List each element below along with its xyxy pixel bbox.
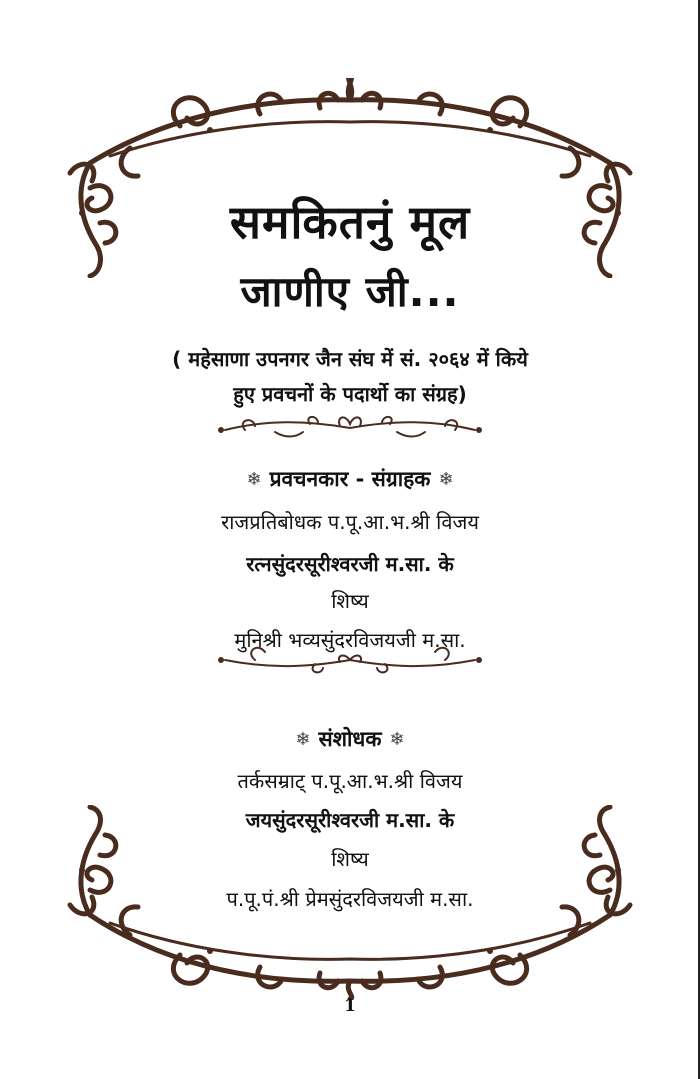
author-line-1: राजप्रतिबोधक प.पू.आ.भ.श्री विजय xyxy=(221,510,479,534)
author-line-4: मुनिश्री भव्यसुंदरविजयजी म.सा. xyxy=(234,628,466,652)
editor-heading-text: संशोधक xyxy=(318,727,382,751)
snowflake-icon: ❄ xyxy=(246,469,262,490)
author-line-2: रत्नसुंदरसूरीश्वरजी म.सा. के xyxy=(246,552,454,576)
subtitle-divider-ornament xyxy=(215,412,485,442)
book-title-line-2: जाणीए जी... xyxy=(240,267,460,316)
editor-line-2: जयसुंदरसूरीश्वरजी म.सा. के xyxy=(245,808,455,832)
editor-line-4: प.पू.पं.श्री प्रेमसुंदरविजयजी म.सा. xyxy=(226,887,474,911)
snowflake-icon: ❄ xyxy=(438,469,454,490)
snowflake-icon: ❄ xyxy=(295,729,311,750)
subtitle-line-1: ( महेसाणा उपनगर जैन संघ में सं. २०६४ में किये xyxy=(172,347,528,371)
editor-line-3: शिष्य xyxy=(331,847,369,871)
editor-line-1: तर्कसम्राट् प.पू.आ.भ.श्री विजय xyxy=(237,769,463,793)
author-heading-text: प्रवचनकार - संग्राहक xyxy=(269,467,431,491)
subtitle-line-2: हुए प्रवचनों के पदार्थो का संग्रह) xyxy=(233,382,467,406)
page-number: 1 xyxy=(344,996,356,1016)
author-line-3: शिष्य xyxy=(331,589,369,613)
snowflake-icon: ❄ xyxy=(389,729,405,750)
editor-heading xyxy=(0,725,700,753)
book-title-line-1: समकितनुं मूल xyxy=(229,195,471,249)
author-heading xyxy=(0,465,700,493)
